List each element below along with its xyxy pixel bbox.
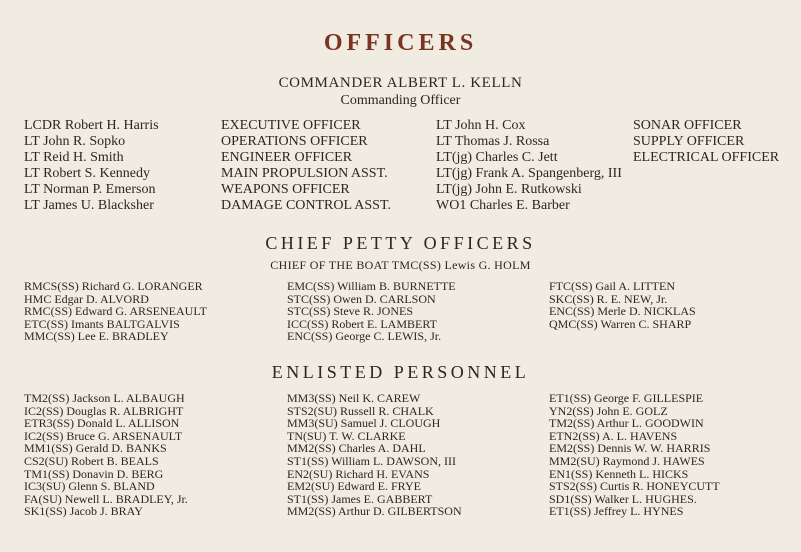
officer-names-left <box>24 118 159 214</box>
list-item: TM2(SS) Jackson L. ALBAUGH <box>24 391 185 405</box>
list-item: TN(SU) T. W. CLARKE <box>287 428 406 443</box>
list-item: CS2(SU) Robert B. BEALS <box>24 453 159 468</box>
list-item: IC3(SU) Glenn S. BLAND <box>24 479 155 494</box>
officer-name: LT Robert S. Kennedy <box>24 166 150 181</box>
commander-role: Commanding Officer <box>340 93 461 108</box>
list-item: ST1(SS) James E. GABBERT <box>287 491 433 506</box>
list-item: STC(SS) Owen D. CARLSON <box>287 291 436 306</box>
list-item: TM1(SS) Donavin D. BERG <box>24 466 164 481</box>
enlisted-heading: ENLISTED PERSONNEL <box>271 362 530 382</box>
list-item: SKC(SS) R. E. NEW, Jr. <box>549 291 668 306</box>
officer-name: WO1 Charles E. Barber <box>436 198 570 213</box>
officer-name: LT(jg) John E. Rutkowski <box>436 182 582 197</box>
officer-title: SONAR OFFICER <box>633 118 742 133</box>
list-item: MM2(SS) Charles A. DAHL <box>287 441 426 456</box>
list-item: EN1(SS) Kenneth L. HICKS <box>549 466 689 481</box>
officer-title: ENGINEER OFFICER <box>221 150 353 165</box>
chiefs-column-1 <box>24 280 207 343</box>
chiefs-column-2 <box>287 280 456 343</box>
list-item: MM3(SU) Samuel J. CLOUGH <box>287 416 441 431</box>
list-item: SD1(SS) Walker L. HUGHES. <box>549 491 697 506</box>
list-item: ST1(SS) William L. DAWSON, III <box>287 453 456 468</box>
list-item: RMCS(SS) Richard G. LORANGER <box>24 279 203 293</box>
officer-name: LT James U. Blacksher <box>24 198 154 213</box>
list-item: MM3(SS) Neil K. CAREW <box>287 391 421 405</box>
list-item: QMC(SS) Warren C. SHARP <box>549 316 692 331</box>
officer-names-right <box>436 118 622 214</box>
officer-name: LT John R. Sopko <box>24 134 126 149</box>
list-item: EM2(SU) Edward E. FRYE <box>287 479 421 494</box>
list-item: ETN2(SS) A. L. HAVENS <box>549 428 678 443</box>
list-item: STC(SS) Steve R. JONES <box>287 304 414 319</box>
list-item: ETC(SS) Imants BALTGALVIS <box>24 316 180 331</box>
officer-name: LT Reid H. Smith <box>24 150 124 165</box>
commander-name: COMMANDER ALBERT L. KELLN <box>278 75 523 91</box>
officer-title: MAIN PROPULSION ASST. <box>221 166 388 181</box>
list-item: YN2(SS) John E. GOLZ <box>549 403 668 418</box>
list-item: ICC(SS) Robert E. LAMBERT <box>287 316 437 331</box>
list-item: HMC Edgar D. ALVORD <box>24 291 149 306</box>
list-item: ET1(SS) Jeffrey L. HYNES <box>549 504 684 519</box>
officer-titles-right <box>633 118 779 166</box>
list-item: TM2(SS) Arthur L. GOODWIN <box>549 416 704 431</box>
list-item: EMC(SS) William B. BURNETTE <box>287 279 456 293</box>
officer-title: OPERATIONS OFFICER <box>221 134 368 149</box>
chiefs-heading: CHIEF PETTY OFFICERS <box>265 233 536 253</box>
list-item: ENC(SS) Merle D. NICKLAS <box>549 304 696 319</box>
officer-name: LT(jg) Frank A. Spangenberg, III <box>436 166 622 181</box>
officer-title: SUPPLY OFFICER <box>633 134 745 149</box>
list-item: MM1(SS) Gerald D. BANKS <box>24 441 167 456</box>
list-item: MM2(SU) Raymond J. HAWES <box>549 453 705 468</box>
officer-title: DAMAGE CONTROL ASST. <box>221 198 391 213</box>
list-item: FA(SU) Newell L. BRADLEY, Jr. <box>24 491 188 506</box>
officer-name: LT Thomas J. Rossa <box>436 134 550 149</box>
list-item: ETR3(SS) Donald L. ALLISON <box>24 416 180 431</box>
list-item: STS2(SS) Curtis R. HONEYCUTT <box>549 479 720 494</box>
officer-name: LCDR Robert H. Harris <box>24 118 159 133</box>
list-item: IC2(SS) Douglas R. ALBRIGHT <box>24 403 184 418</box>
list-item: MM2(SS) Arthur D. GILBERTSON <box>287 504 462 519</box>
officer-title: EXECUTIVE OFFICER <box>221 118 361 133</box>
list-item: RMC(SS) Edward G. ARSENEAULT <box>24 304 207 319</box>
officer-title: WEAPONS OFFICER <box>221 182 350 197</box>
list-item: SK1(SS) Jacob J. BRAY <box>24 504 143 519</box>
list-item: ET1(SS) George F. GILLESPIE <box>549 391 704 405</box>
officer-name: LT John H. Cox <box>436 118 526 133</box>
list-item: EN2(SU) Richard H. EVANS <box>287 466 430 481</box>
officer-name: LT(jg) Charles C. Jett <box>436 150 558 165</box>
enlisted-column-1 <box>24 392 188 518</box>
list-item: EM2(SS) Dennis W. W. HARRIS <box>549 441 711 456</box>
chief-of-the-boat: CHIEF OF THE BOAT TMC(SS) Lewis G. HOLM <box>270 258 531 272</box>
list-item: MMC(SS) Lee E. BRADLEY <box>24 329 169 344</box>
list-item: ENC(SS) George C. LEWIS, Jr. <box>287 329 442 344</box>
enlisted-column-2 <box>287 392 462 518</box>
officer-titles-left <box>221 118 391 214</box>
chiefs-column-3 <box>549 280 696 330</box>
list-item: STS2(SU) Russell R. CHALK <box>287 403 434 418</box>
officer-title: ELECTRICAL OFFICER <box>633 150 780 165</box>
page-title: OFFICERS <box>323 30 478 56</box>
officer-name: LT Norman P. Emerson <box>24 182 156 197</box>
list-item: IC2(SS) Bruce G. ARSENAULT <box>24 428 183 443</box>
enlisted-column-3 <box>549 392 720 518</box>
list-item: FTC(SS) Gail A. LITTEN <box>549 279 675 293</box>
